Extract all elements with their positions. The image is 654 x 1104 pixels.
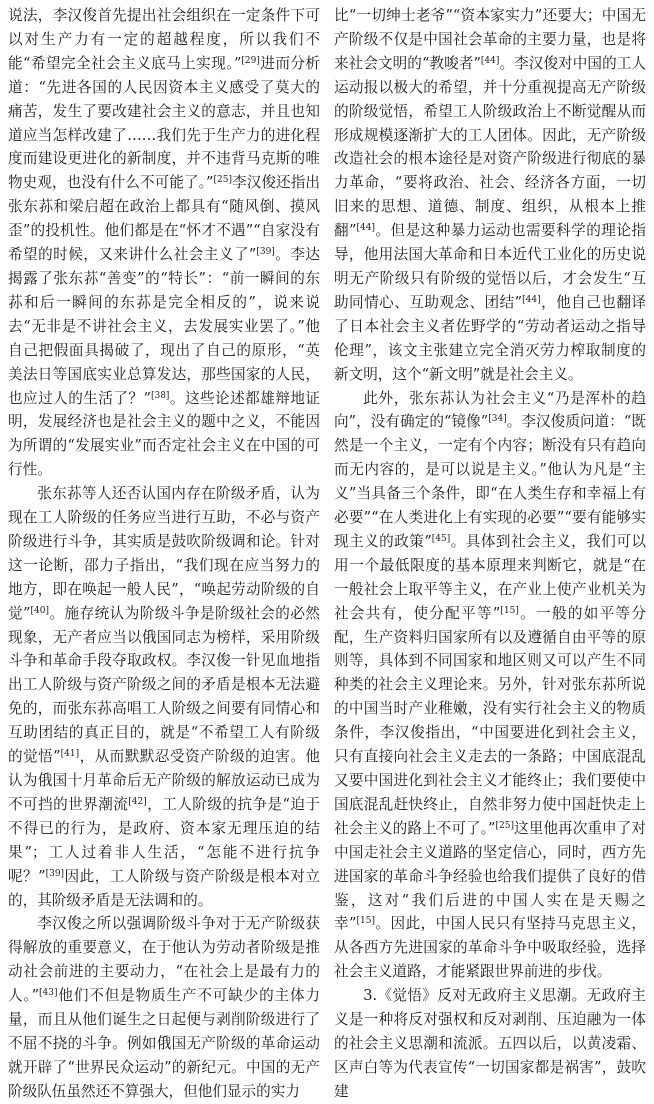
text-run: ，从而默默忍受资产阶级的迫害。他认为俄国十月革命后无产阶级的解放运动已成为不可挡的世界潮流 — [8, 748, 320, 813]
citation-marker: [15] — [356, 916, 375, 927]
citation-marker: [44] — [522, 294, 541, 305]
text-run: 。但是这种暴力运动也需要科学的理论指导，他用法国大革命和日本近代工业化的历史说明无产阶级只有阶级的觉悟以后，才会发生“互助同情心、互助观念、团结” — [334, 222, 646, 311]
citation-marker: [38] — [150, 390, 170, 401]
citation-marker: [25] — [495, 820, 514, 831]
citation-marker: [41] — [60, 749, 80, 760]
citation-marker: [15] — [500, 605, 519, 616]
text-run: 因此，工人阶级与资产阶级是根本对立的，其阶级矛盾是无法调和的。 — [8, 867, 320, 909]
citation-marker: [40] — [30, 605, 49, 616]
right-column — [334, 4, 646, 1100]
paragraph — [8, 912, 320, 1103]
citation-marker: [42] — [128, 796, 147, 807]
citation-marker: [25] — [213, 175, 232, 186]
text-run: ，工人阶级的抗争是“迫于不得已的行为，是政府、资本家无理压迫的结果”；工人过着非人生活，“怎能不进行抗争呢？” — [8, 795, 320, 885]
text-run: 此外，张东荪认为社会主义“乃是浑朴的趋向”，没有确定的“镜像” — [334, 389, 646, 431]
text-run: ，他自己也翻译了日本社会主义者佐野学的“劳动者运动之指导伦理”，该文主张建立完全消灭劳力榨取制度的新文明，这个“新文明”就是社会主义。 — [334, 293, 646, 383]
citation-marker: [45] — [431, 533, 451, 544]
paragraph — [334, 984, 646, 1104]
citation-marker: [39] — [256, 247, 275, 258]
text-run: 。李汉俊对中国的工人运动报以极大的希望，并十分重视提高无产阶级的阶级觉悟，希望工人阶级政治上不断觉醒从而形成规模逐渐扩大的工人团体。因此，无产阶级改造社会的根本途径是对资产阶级进行彻底的暴力革命，“要将政治、社会、经济各方面，一切旧来的思想、道德、制度、组织，从根本上推翻” — [334, 54, 646, 240]
text-run: 他们不但是物质生产不可缺少的主体力量，而且从他们诞生之日起便与剥削阶级进行了不屈不挠的斗争。例如俄国无产阶级的革命运动就开辟了“世界民众运动”的新纪元。中国的无产阶级队伍虽然还不算强大，但他们显示的实力 — [8, 987, 320, 1100]
left-column — [8, 4, 320, 1100]
text-run: 。施存统认为阶级斗争是阶级社会的必然现象，无产者应当以俄国同志为榜样，采用阶级斗争和革命手段夺取政权。李汉俊一针见血地指出工人阶级与资产阶级之间的矛盾是根本无法避免的，而张东荪高唱工人阶级之间要有同情心和互助团结的真正目的，就是“不希望工人有阶级的觉悟” — [8, 604, 320, 766]
paragraph — [8, 4, 320, 482]
citation-marker: [39] — [45, 868, 65, 879]
text-run: 李汉俊还指出张东荪和梁启超在政治上都具有“随风倒、摸风歪”的投机性。他们都是在“怀才不遇”“自家没有希望的时候，又来讲什么社会主义了” — [8, 174, 320, 264]
text-run: 李汉俊之所以强调阶级斗争对于无产阶级获得解放的重要意义，在于他认为劳动者阶级是推动社会前进的主要动力，“在社会上是最有力的人。” — [8, 915, 320, 1005]
citation-marker: [34] — [488, 414, 507, 425]
text-run: 张东荪等人还否认国内存在阶级矛盾，认为现在工人阶级的任务应当进行互助，不必与资产阶级进行斗争，其实质是鼓吹阶级调和论。针对这一论断，邵力子指出，“我们现在应当努力的地方，即在唤起一般人民”，“唤起劳动阶级的自觉” — [8, 485, 320, 622]
paragraph — [334, 387, 646, 985]
text-run: 。具体到社会主义，我们可以用一个最低限度的基本原理来判断它，就是“在一般社会上取平等主义，在产业上使产业机关为社会共有，使分配平等” — [334, 532, 646, 622]
citation-marker: [29] — [241, 55, 260, 66]
paragraph — [8, 482, 320, 912]
text-run: 。李汉俊质问道：“既然是一个主义，一定有个内容；断没有只有趋向而无内容的，是可以说是主义。”他认为凡是“主义”当具备三个条件，即“在人类生存和幸福上有必要”“在人类进化上有实现的必要”“要有能够实现主义的政策” — [334, 413, 646, 550]
citation-marker: [44] — [356, 223, 375, 234]
text-run: 。李达揭露了张东荪“善变”的“特长”：“前一瞬间的东荪和后一瞬间的东荪是完全相反的”，说来说去“无非是不讲社会主义，去发展实业罢了。”他自己把假面具揭破了，现出了自己的原形，“英美法日等国底实业总算发达，那些国家的人民，也应过人的生活了？” — [8, 246, 320, 407]
text-run: 。这些论述都雄辩地证明，发展经济也是社会主义的题中之义，不能因为所谓的“发展实业”而否定社会主义在中国的可行性。 — [8, 389, 320, 479]
citation-marker: [43] — [39, 988, 58, 999]
text-run: 3.《觉悟》反对无政府主义思潮。无政府主义是一种将反对强权和反对剥削、压迫融为一体的社会主义思潮和流派。五四以后，以黄凌霜、区声白等为代表宣传“一切国家都是祸害”，鼓吹建 — [334, 987, 646, 1100]
text-run: 进而分析道：“先进各国的人民因资本主义感受了莫大的痛苦，发生了要改建社会主义的意志，并且也知道应当怎样改建了……我们先于生产力的进化程度而建设更进化的新制度，并不违背马克斯的唯物史观，也没有什么不可能了。” — [8, 54, 320, 192]
paragraph — [334, 4, 646, 387]
text-run: 。一般的如平等分配，生产资料归国家所有以及遵循自由平等的原则等，具体到不同国家和地区则又可以产生不同种类的社会主义理论来。另外，针对张东荪所说的中国当时产业稚嫩，没有实行社会主义的物质条件，李汉俊指出，“中国要进化到社会主义，只有直接向社会主义走去的一条路；中国底混乱又要中国进化到社会主义才能终止；我们要使中国底混乱赶快终止，自然非努力使中国赶快走上社会主义的路上不可了。” — [334, 604, 646, 837]
text-run: 比“一切绅士老爷”“资本家实力”还要大；中国无产阶级不仅是中国社会革命的主要力量，也是将来社会文明的“教唆者” — [334, 7, 646, 72]
text-run: 这里他再次重申了对中国走社会主义道路的坚定信心，同时，西方先进国家的革命斗争经验也给我们提供了良好的借鉴，这对“我们后进的中国人实在是天赐之幸” — [334, 819, 646, 933]
text-run: 。因此，中国人民只有坚持马克思主义，从各西方先进国家的革命斗争中吸取经验，选择社会主义道路，才能紧跟世界前进的步伐。 — [334, 915, 646, 981]
text-run: 说法，李汉俊首先提出社会组织在一定条件下可以对生产力有一定的超越程度，所以我们不能“希望完全社会主义底马上实现。” — [8, 7, 320, 72]
citation-marker: [44] — [480, 55, 500, 66]
